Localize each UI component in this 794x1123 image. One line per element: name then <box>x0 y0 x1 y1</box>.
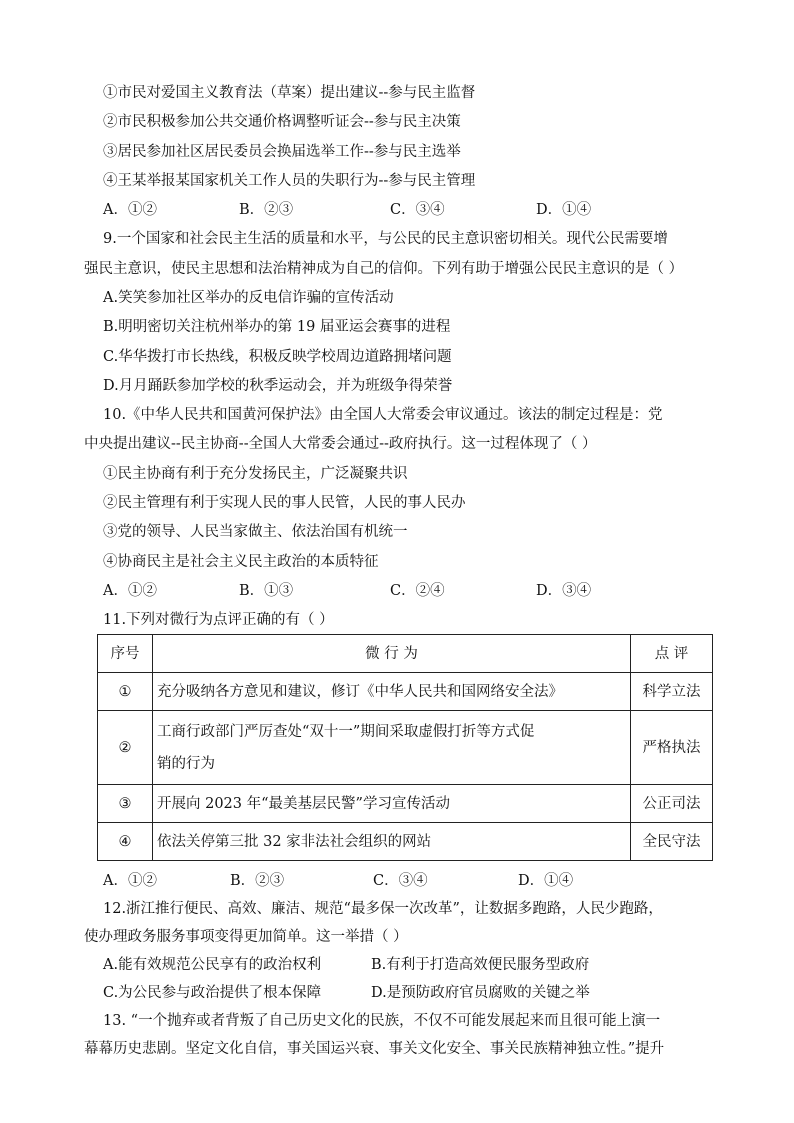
q12-option-c: C.为公民参与政治提供了根本保障 <box>103 985 322 1001</box>
table-row <box>98 673 713 711</box>
q11-option-d: D．①④ <box>518 873 574 889</box>
row-comment: 严格执法 <box>631 711 713 785</box>
row-behavior-line-2: 销的行为 <box>157 755 215 772</box>
row-no: ① <box>98 673 153 711</box>
q12-stem-line-2: 使办理政务服务事项变得更加简单。这一举措（ ） <box>84 929 408 945</box>
row-comment: 公正司法 <box>631 785 713 823</box>
row-no: ④ <box>98 823 153 861</box>
q10-option-c: C．②④ <box>390 583 445 599</box>
table-row <box>98 711 713 785</box>
q9-option-b: B.明明密切关注杭州举办的第 19 届亚运会赛事的进程 <box>103 319 451 335</box>
row-behavior: 开展向 2023 年“最美基层民警”学习宣传活动 <box>153 785 631 823</box>
table-header-row <box>98 635 713 673</box>
q11-option-b: B．②③ <box>230 873 285 889</box>
q10-item-1: ①民主协商有利于充分发扬民主，广泛凝聚共识 <box>103 466 408 482</box>
q10-stem-line-1: 10.《中华人民共和国黄河保护法》由全国人大常委会审议通过。该法的制定过程是：党 <box>103 407 663 423</box>
q10-item-4: ④协商民主是社会主义民主政治的本质特征 <box>103 554 379 570</box>
q13-stem-line-1: 13. “一个抛弃或者背叛了自己历史文化的民族，不仅不可能发展起来而且很可能上演一 <box>103 1013 661 1029</box>
q11-option-a: A．①② <box>103 873 157 889</box>
row-no: ② <box>98 711 153 785</box>
q10-item-3: ③党的领导、人民当家做主、依法治国有机统一 <box>103 524 408 540</box>
row-behavior: 依法关停第三批 32 家非法社会组织的网站 <box>153 823 631 861</box>
q10-option-b: B．①③ <box>239 583 294 599</box>
row-behavior-line-1: 工商行政部门严厉查处“双十一”期间采取虚假打折等方式促 <box>157 723 535 740</box>
q9-stem-line-2: 强民主意识，使民主思想和法治精神成为自己的信仰。下列有助于增强公民民主意识的是（ ） <box>84 261 684 277</box>
row-no: ③ <box>98 785 153 823</box>
table-row <box>98 785 713 823</box>
q12-option-a: A.能有效规范公民享有的政治权利 <box>103 957 322 973</box>
q10-option-d: D．③④ <box>536 583 592 599</box>
q8-option-d: D．①④ <box>536 202 592 218</box>
q11-stem: 11.下列对微行为点评正确的有（ ） <box>103 612 334 628</box>
q12-stem-line-1: 12.浙江推行便民、高效、廉洁、规范“最多保一次改革”，让数据多跑路，人民少跑路， <box>103 901 663 917</box>
q12-option-b: B.有利于打造高效便民服务型政府 <box>371 957 590 973</box>
q11-table <box>97 634 713 861</box>
row-behavior <box>153 711 631 785</box>
q8-item-2: ②市民积极参加公共交通价格调整听证会--参与民主决策 <box>103 114 461 130</box>
q10-stem-line-2: 中央提出建议--民主协商--全国人大常委会通过--政府执行。这一过程体现了（ ） <box>84 436 597 452</box>
row-comment: 科学立法 <box>631 673 713 711</box>
table-row <box>98 823 713 861</box>
q9-option-a: A.笑笑参加社区举办的反电信诈骗的宣传活动 <box>103 290 394 306</box>
q8-option-c: C．③④ <box>390 202 445 218</box>
q8-option-a: A．①② <box>103 202 157 218</box>
q10-option-a: A．①② <box>103 583 157 599</box>
q8-option-b: B．②③ <box>239 202 294 218</box>
q11-option-c: C．③④ <box>373 873 428 889</box>
q13-stem-line-2: 幕幕历史悲剧。坚定文化自信，事关国运兴衰、事关文化安全、事关民族精神独立性。”提升 <box>84 1041 665 1057</box>
q9-option-d: D.月月踊跃参加学校的秋季运动会，并为班级争得荣誉 <box>103 378 453 394</box>
header-comment: 点 评 <box>631 635 713 673</box>
row-behavior: 充分吸纳各方意见和建议，修订《中华人民共和国网络安全法》 <box>153 673 631 711</box>
q10-item-2: ②民主管理有利于实现人民的事人民管，人民的事人民办 <box>103 495 466 511</box>
row-comment: 全民守法 <box>631 823 713 861</box>
header-no: 序号 <box>98 635 153 673</box>
q8-item-3: ③居民参加社区居民委员会换届选举工作--参与民主选举 <box>103 144 461 160</box>
header-behavior: 微 行 为 <box>153 635 631 673</box>
q8-item-1: ①市民对爱国主义教育法（草案）提出建议--参与民主监督 <box>103 85 476 101</box>
q12-option-d: D.是预防政府官员腐败的关键之举 <box>371 985 590 1001</box>
q9-stem-line-1: 9.一个国家和社会民主生活的质量和水平，与公民的民主意识密切相关。现代公民需要增 <box>103 231 668 247</box>
q8-item-4: ④王某举报某国家机关工作人员的失职行为--参与民主管理 <box>103 173 476 189</box>
q9-option-c: C.华华拨打市长热线，积极反映学校周边道路拥堵问题 <box>103 349 452 365</box>
